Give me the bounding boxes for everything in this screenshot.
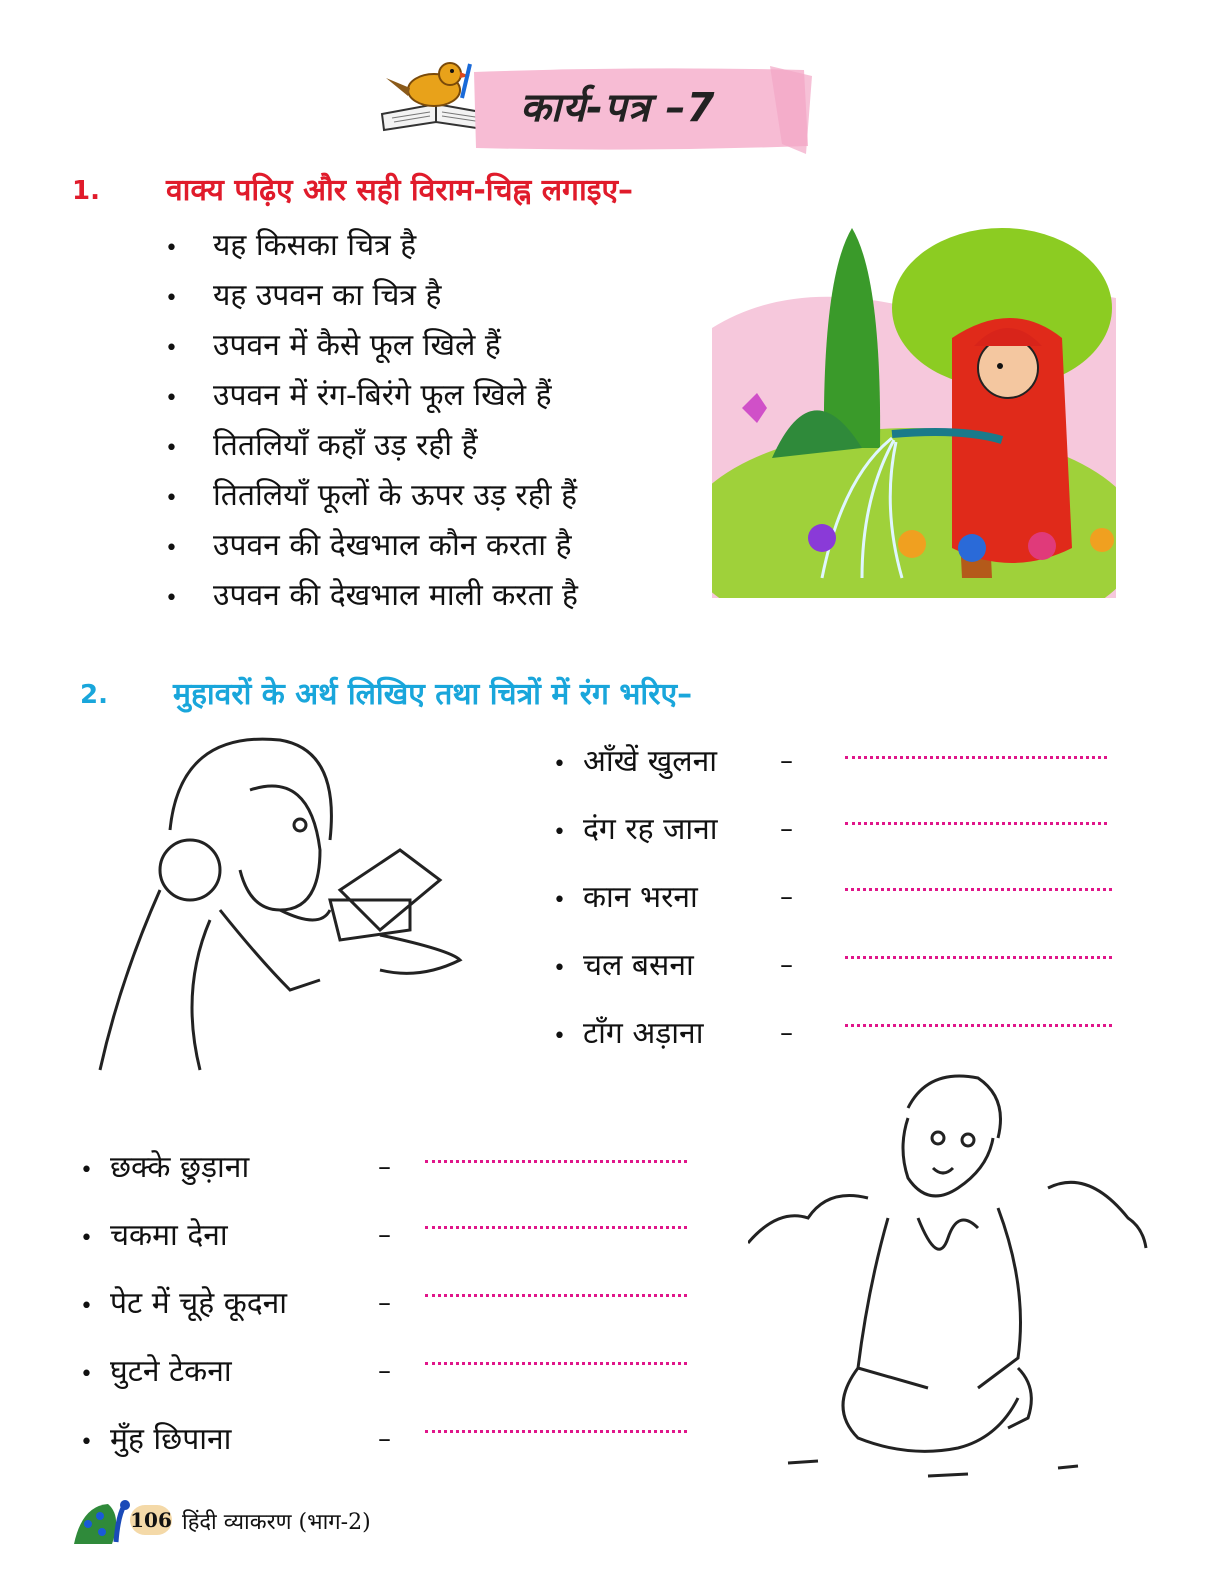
dash: – — [378, 1424, 391, 1454]
idiom-item — [80, 1216, 228, 1256]
dash: – — [780, 1018, 793, 1048]
dash: – — [780, 882, 793, 912]
idiom-item — [553, 1014, 703, 1054]
idiom-item — [553, 810, 718, 850]
sentence-text: तितलियाँ फूलों के ऊपर उड़ रही हैं — [213, 478, 577, 513]
dash: – — [780, 814, 793, 844]
bullet: • — [165, 486, 178, 511]
bullet: • — [80, 1430, 93, 1455]
sentence-text: उपवन की देखभाल माली करता है — [213, 578, 578, 613]
idiom-item — [553, 878, 698, 918]
bullet: • — [80, 1294, 93, 1319]
q2-instruction: मुहावरों के अर्थ लिखिए तथा चित्रों में रंग भरिए– — [173, 677, 693, 712]
answer-line[interactable] — [845, 756, 1107, 759]
idiom-item — [553, 946, 694, 986]
bullet: • — [165, 436, 178, 461]
answer-line[interactable] — [425, 1430, 687, 1433]
bullet: • — [165, 386, 178, 411]
sentence-item — [165, 526, 572, 566]
sentence-item — [165, 226, 416, 266]
dash: – — [378, 1288, 391, 1318]
answer-line[interactable] — [845, 822, 1107, 825]
idiom-item — [80, 1352, 232, 1392]
dash: – — [378, 1356, 391, 1386]
sentence-item — [165, 276, 441, 316]
answer-line[interactable] — [845, 956, 1112, 959]
peacock-icon — [72, 1496, 132, 1546]
worksheet-title: कार्य-पत्र –7 — [520, 85, 716, 131]
idiom-text: आँखें खुलना — [583, 744, 718, 779]
sentence-text: तितलियाँ कहाँ उड़ रही हैं — [213, 428, 478, 463]
answer-line[interactable] — [845, 1024, 1112, 1027]
sentence-item — [165, 376, 552, 416]
answer-line[interactable] — [425, 1294, 687, 1297]
bullet: • — [80, 1226, 93, 1251]
bullet: • — [165, 236, 178, 261]
sentence-item — [165, 476, 577, 516]
book-title: हिंदी व्याकरण (भाग-2) — [182, 1510, 371, 1535]
page-number: 106 — [130, 1505, 172, 1535]
idiom-item — [80, 1420, 231, 1460]
idiom-text: मुँह छिपाना — [110, 1422, 232, 1457]
title-banner — [470, 66, 812, 154]
idiom-text: घुटने टेकना — [110, 1354, 232, 1389]
bullet: • — [165, 536, 178, 561]
idiom-item — [80, 1284, 287, 1324]
sentence-text: यह उपवन का चित्र है — [213, 278, 442, 313]
sentence-text: उपवन में कैसे फूल खिले हैं — [213, 328, 501, 363]
bullet: • — [553, 956, 566, 981]
bullet: • — [165, 286, 178, 311]
answer-line[interactable] — [425, 1160, 687, 1163]
sentence-item — [165, 326, 501, 366]
sentence-item — [165, 426, 478, 466]
q1-instruction: वाक्य पढ़िए और सही विराम-चिह्न लगाइए– — [166, 173, 634, 208]
answer-line[interactable] — [845, 888, 1112, 891]
idiom-item — [80, 1148, 249, 1188]
gardener-illustration — [712, 218, 1116, 598]
bullet: • — [553, 888, 566, 913]
sentence-text: यह किसका चित्र है — [213, 228, 417, 263]
answer-line[interactable] — [425, 1226, 687, 1229]
bullet: • — [553, 1024, 566, 1049]
idiom-text: छक्के छुड़ाना — [110, 1150, 250, 1185]
bullet: • — [80, 1158, 93, 1183]
bullet: • — [80, 1362, 93, 1387]
idiom-text: पेट में चूहे कूदना — [110, 1286, 288, 1321]
idiom-text: टाँग अड़ाना — [583, 1016, 704, 1051]
idiom-text: चकमा देना — [110, 1218, 228, 1253]
q2-number: 2. — [80, 680, 108, 710]
idiom-text: चल बसना — [583, 948, 694, 983]
answer-line[interactable] — [425, 1362, 687, 1365]
dash: – — [378, 1152, 391, 1182]
idiom-text: कान भरना — [583, 880, 698, 915]
sentence-text: उपवन में रंग-बिरंगे फूल खिले हैं — [213, 378, 552, 413]
dash: – — [780, 746, 793, 776]
bullet: • — [165, 336, 178, 361]
bullet: • — [165, 586, 178, 611]
sentence-text: उपवन की देखभाल कौन करता है — [213, 528, 572, 563]
kneeling-man-illustration — [748, 1068, 1148, 1488]
dash: – — [378, 1220, 391, 1250]
sentence-item — [165, 576, 578, 616]
dash: – — [780, 950, 793, 980]
q1-number: 1. — [72, 176, 100, 206]
woman-with-box-illustration — [80, 730, 480, 1080]
idiom-item — [553, 742, 717, 782]
bullet: • — [553, 752, 566, 777]
bullet: • — [553, 820, 566, 845]
idiom-text: दंग रह जाना — [583, 812, 718, 847]
